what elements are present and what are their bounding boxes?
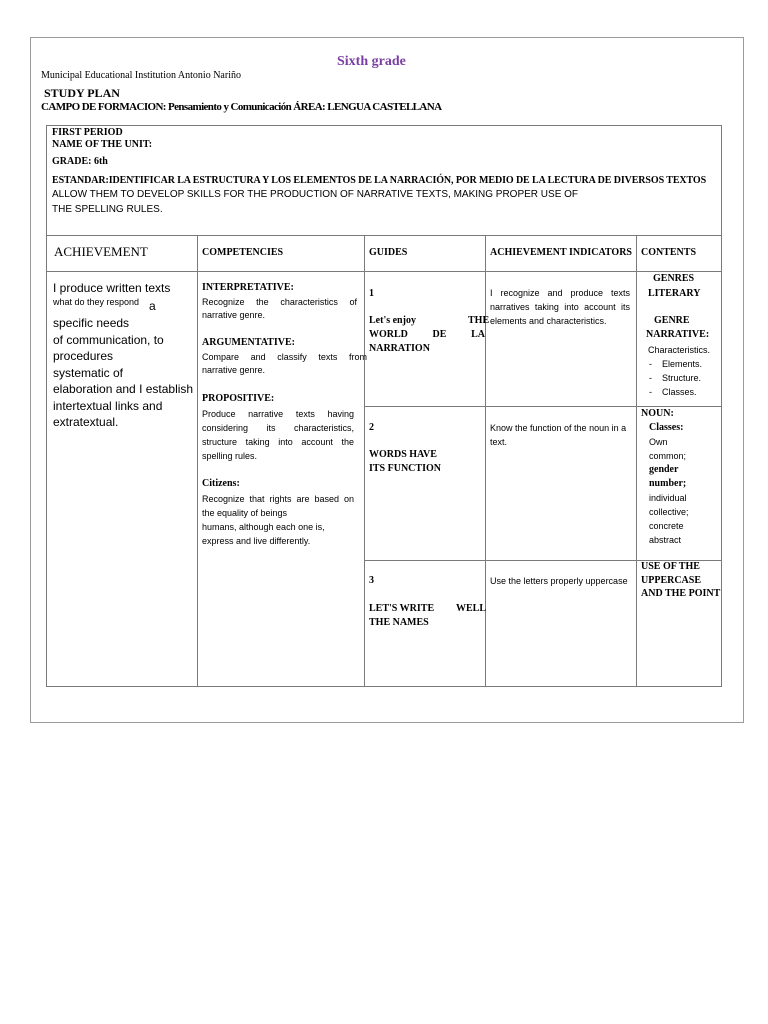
guide-3-line-1a: LET'S WRITE [369,603,435,614]
contents-abstract: abstract [649,535,682,545]
achievement-line-2b: a [149,299,156,313]
achievement-line: systematic of [53,365,124,380]
contents-literary: LITERARY [648,288,701,299]
guide-3-line-1b: WELL [456,603,487,614]
contents-and-the-point: AND THE POINT [641,588,721,599]
institution-name: Municipal Educational Institution Antonio Nariño [41,70,241,81]
achievement-line: elaboration and I establish [53,382,194,396]
header-achievement: ACHIEVEMENT [54,244,148,259]
contents-common: common; [649,451,687,461]
achievement-line: specific needs [53,316,130,330]
standard-line-2: ALLOW THEM TO DEVELOP SKILLS FOR THE PRODUCTION OF NARRATIVE TEXTS, MAKING PROPER USE OF [52,189,579,200]
contents-use-of-the: USE OF THE [641,561,700,572]
guide-2-line-2: ITS FUNCTION [369,463,441,474]
contents-bullet-classes: - Classes. [649,387,697,397]
guide-1-line-2: WORLD DE LA [369,329,485,340]
indicator-1: I recognize and produce texts narratives taking into account its elements and characteristics. [490,288,630,326]
contents-gender: gender [649,464,679,475]
propositive-text: Produce narrative texts having considering its characteristics, structure taking into account the spelling rules. [202,409,354,461]
header-divider-bottom [47,271,721,272]
contents-genres: GENRES [653,273,695,284]
col-divider-4 [636,235,637,686]
campo-formacion-heading: CAMPO DE FORMACION: Pensamiento y Comunicación ÁREA: LENGUA CASTELLANA [41,101,442,113]
citizens-text-1: Recognize that rights are based on the equality of beings [202,494,354,518]
contents-concrete: concrete [649,521,684,531]
indicator-2: Know the function of the noun in a text. [490,423,627,447]
achievement-line: of communication, to [53,332,164,347]
guide-2-line-1: WORDS HAVE [369,449,437,460]
interpretative-label: INTERPRETATIVE: [202,282,294,293]
col-divider-3 [485,235,486,686]
bullet-text: Classes. [662,387,697,397]
standard-line-3: THE SPELLING RULES. [52,204,163,215]
col-divider-2 [364,235,365,686]
argumentative-text: Compare and classify texts from narrative genre. [202,352,367,375]
contents-narrative: NARRATIVE: [646,329,710,340]
achievement-line-1: I produce written texts [53,281,171,295]
unit-name-label: NAME OF THE UNIT: [52,139,153,150]
contents-classes: Classes: [649,422,684,433]
argumentative-label: ARGUMENTATIVE: [202,337,295,348]
contents-genre: GENRE [654,315,690,326]
period-label: FIRST PERIOD [52,127,123,138]
standard-line-1: ESTANDAR:IDENTIFICAR LA ESTRUCTURA Y LOS ELEMENTOS DE LA NARRACIÓN, POR MEDIO DE LA LECTURA DE DIVERSOS TEXTOS [52,175,707,186]
grade-label: GRADE: 6th [52,156,108,167]
study-plan-heading: STUDY PLAN [44,86,120,100]
propositive-label: PROPOSITIVE: [202,393,275,404]
contents-collective: collective; [649,507,689,517]
contents-individual: individual [649,493,687,503]
header-divider-top [47,235,721,236]
citizens-text-3: express and live differently. [202,536,311,546]
guide-3-number: 3 [369,575,374,586]
achievement-text [53,315,193,431]
contents-characteristics: Characteristics. [648,345,711,355]
contents-noun: NOUN: [641,408,674,419]
achievement-line: intertextual links and [53,398,163,413]
guide-3-line-2: THE NAMES [369,617,429,628]
interpretative-text: Recognize the characteristics of narrative genre. [202,297,357,320]
header-achievement-indicators: ACHIEVEMENT INDICATORS [490,247,632,258]
achievement-line: procedures [53,349,114,363]
indicator-3: Use the letters properly uppercase [490,576,628,586]
bullet-text: Structure. [662,373,702,383]
guide-2-number: 2 [369,422,374,433]
guide-1-line-3: NARRATION [369,343,430,354]
bullet-text: Elements. [662,359,703,369]
header-contents: CONTENTS [641,247,697,258]
guide-1-number: 1 [369,288,374,299]
contents-number: number; [649,478,687,489]
guide-1-line-1b: THE [468,315,490,326]
citizens-text-2: humans, although each one is, [202,522,325,532]
contents-uppercase: UPPERCASE [641,575,702,586]
contents-bullet-structure: - Structure. [649,373,702,383]
contents-own: Own [649,437,668,447]
grade-title: Sixth grade [337,54,406,69]
contents-bullet-elements: - Elements. [649,359,703,369]
header-competencies: COMPETENCIES [202,247,284,258]
study-plan-table [46,125,722,687]
citizens-label: Citizens: [202,478,240,489]
col-divider-1 [197,235,198,686]
achievement-line-2a: what do they respond [53,297,140,307]
guide-1-line-1a: Let's enjoy [369,315,416,326]
header-guides: GUIDES [369,247,408,258]
achievement-line: extratextual. [53,415,119,429]
